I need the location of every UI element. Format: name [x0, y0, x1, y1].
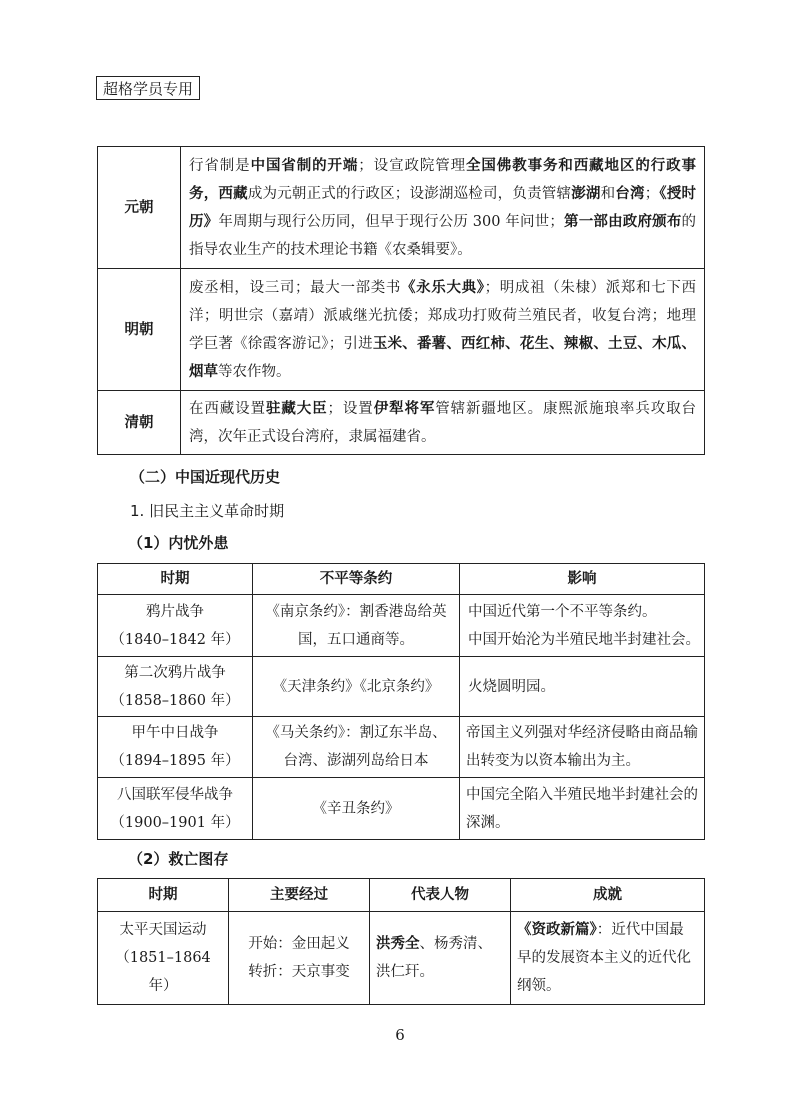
treaty-table [97, 563, 705, 840]
table-row [98, 912, 705, 1005]
body-text: 等农作物。 [218, 363, 291, 380]
period-years: （1851–1864 年） [115, 950, 211, 994]
emphasis-text: 台湾 [615, 185, 645, 202]
body-text: 成为元朝正式的行政区；设澎湖巡检司，负责管辖 [247, 185, 572, 202]
column-header: 成就 [511, 879, 705, 912]
period-years: （1840–1842 年） [110, 631, 240, 648]
body-text: ； [644, 185, 660, 202]
impact-line: 中国近代第一个不平等条约。 [468, 603, 657, 620]
period-name: 甲午中日战争 [131, 725, 219, 741]
emphasis-text: 中国省制的开端 [250, 157, 359, 174]
column-header: 代表人物 [370, 879, 511, 912]
period-cell [98, 717, 253, 778]
body-text: ；设置 [327, 400, 374, 417]
table-row [98, 717, 705, 778]
emphasis-text: 全国佛教事务和西藏地区的行政事务， [189, 157, 696, 202]
impact-cell: 帝国主义列强对华经济侵略由商品输出转变为以资本输出为主。 [460, 717, 705, 778]
page-number: 6 [395, 1026, 405, 1044]
period-name: 鸦片战争 [146, 603, 204, 620]
emphasis-text: 玉米、番薯、西红柿、花生、辣椒、土豆、木瓜、烟草 [189, 335, 697, 380]
table-row [98, 595, 705, 657]
body-text: ；明成祖（朱棣）派郑和七下西洋；明世宗（嘉靖）派戚继光抗倭；郑成功打败荷兰殖民者，收复台湾；地理学巨著《徐霞客游记》；引进 [189, 279, 697, 352]
body-text: 废丞相，设三司；最大一部类书 [189, 279, 402, 296]
key-person: 洪秀全 [376, 936, 420, 952]
body-text: 行省制是 [189, 157, 251, 174]
subsection-title: （2）救亡图存 [128, 850, 229, 868]
impact-cell: 中国完全陷入半殖民地半封建社会的深渊。 [460, 778, 705, 840]
body-text: 在西藏设置 [189, 400, 266, 417]
body-text: 年周期与现行公历同，但早于现行公历 300 年问世； [218, 213, 564, 230]
period-name: 太平天国运动 [119, 922, 207, 938]
body-text: 和 [600, 185, 616, 202]
body-text: 管辖新疆地区。康熙派施琅率兵攻取台湾，次年正式设台湾府，隶属福建省。 [189, 400, 696, 445]
emphasis-text: 第一部由政府颁布 [563, 213, 682, 230]
achievement-cell [511, 912, 705, 1005]
emphasis-text: 西藏 [218, 185, 248, 202]
emphasis-text: 《永乐大典》 [401, 279, 485, 296]
table-row [98, 391, 705, 455]
process-line: 开始：金田起义 [248, 936, 350, 952]
dynasty-name: 清朝 [98, 391, 181, 455]
dynasty-table [97, 146, 705, 455]
table-row [98, 147, 705, 269]
table-header-row [98, 879, 705, 912]
dynasty-desc [181, 147, 705, 269]
period-years: （1894–1895 年） [110, 753, 240, 769]
period-name: 八国联军侵华战争 [117, 786, 233, 803]
dynasty-name: 元朝 [98, 147, 181, 269]
period-cell [98, 595, 253, 657]
table-header-row [98, 564, 705, 595]
national-salvation-table [97, 878, 705, 1005]
period-years: （1858–1860 年） [110, 692, 240, 709]
period-cell [98, 657, 253, 717]
subsection-title: 1. 旧民主主义革命时期 [130, 502, 285, 520]
table-row [98, 778, 705, 840]
column-header: 时期 [98, 879, 229, 912]
achievement-title: 《资政新篇》 [517, 922, 597, 938]
column-header: 影响 [460, 564, 705, 595]
subsection-title: （1）内忧外患 [128, 534, 229, 552]
impact-cell: 火烧圆明园。 [460, 657, 705, 717]
section-title: （二）中国近现代历史 [130, 468, 281, 486]
period-years: （1900–1901 年） [110, 814, 240, 831]
period-name: 第二次鸦片战争 [124, 664, 226, 681]
dynasty-name: 明朝 [98, 269, 181, 391]
treaty-cell: 《南京条约》：割香港岛给英国，五口通商等。 [253, 595, 460, 657]
process-line: 转折：天京事变 [248, 964, 350, 980]
period-cell [98, 778, 253, 840]
treaty-cell: 《天津条约》《北京条约》 [253, 657, 460, 717]
people-cell [370, 912, 511, 1005]
exclusive-use-stamp: 超格学员专用 [96, 76, 200, 100]
period-cell [98, 912, 229, 1005]
column-header: 时期 [98, 564, 253, 595]
column-header: 主要经过 [229, 879, 370, 912]
achievement-text: ：近代中国最早的发展资本主义的近代化纲领。 [517, 922, 691, 994]
treaty-cell: 《马关条约》：割辽东半岛、台湾、澎湖列岛给日本 [253, 717, 460, 778]
emphasis-text: 伊犁将军 [373, 400, 436, 417]
dynasty-desc [181, 269, 705, 391]
emphasis-text: 驻藏大臣 [265, 400, 328, 417]
emphasis-text: 《授时历》 [189, 185, 697, 230]
column-header: 不平等条约 [253, 564, 460, 595]
body-text: 的指导农业生产的技术理论书籍《农桑辑要》。 [189, 213, 697, 258]
other-people: 、杨秀清、洪仁玕。 [376, 936, 492, 980]
dynasty-desc [181, 391, 705, 455]
treaty-cell: 《辛丑条约》 [253, 778, 460, 840]
body-text: ；设宣政院管理 [358, 157, 467, 174]
emphasis-text: 澎湖 [571, 185, 601, 202]
impact-line: 中国开始沦为半殖民地半封建社会。 [468, 631, 700, 648]
impact-cell [460, 595, 705, 657]
table-row [98, 657, 705, 717]
table-row [98, 269, 705, 391]
process-cell [229, 912, 370, 1005]
